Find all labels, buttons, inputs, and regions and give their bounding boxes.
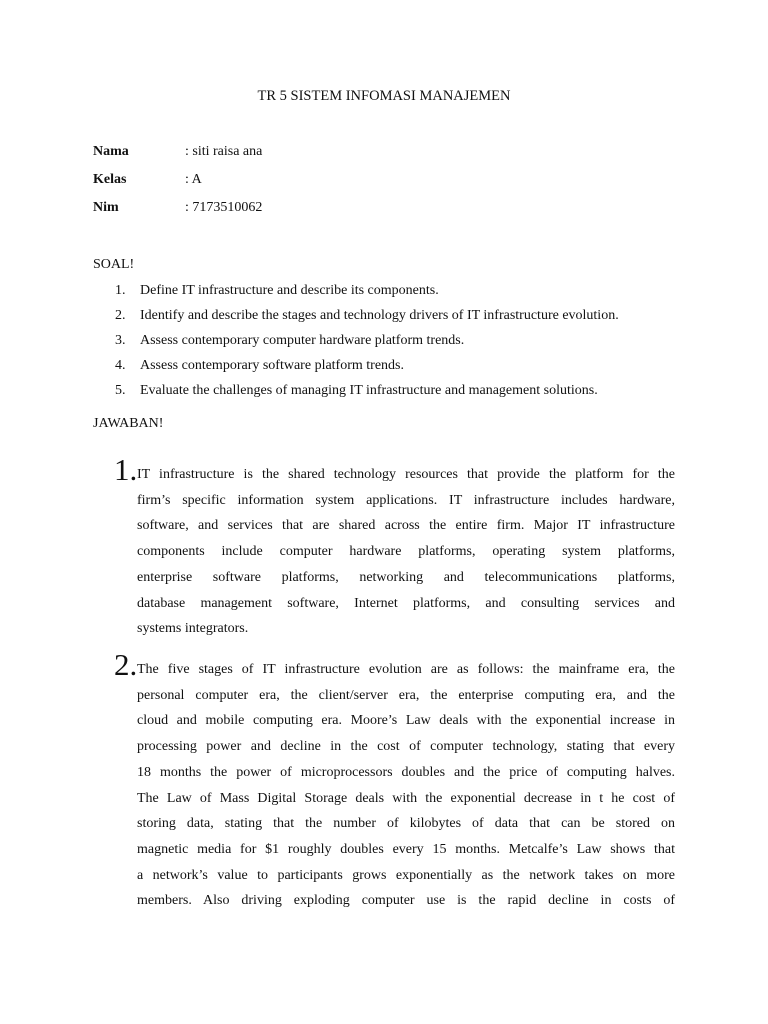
answer-line: personal computer era, the client/server era, the enterprise computing era, and the <box>137 687 675 703</box>
question-number: 2. <box>115 308 126 323</box>
kelas-value: : A <box>185 172 202 187</box>
nim-value: : 7173510062 <box>185 200 263 215</box>
answer-line: The Law of Mass Digital Storage deals with the exponential decrease in t he cost of <box>137 790 675 806</box>
answer-line: IT infrastructure is the shared technology resources that provide the platform for the <box>137 467 675 482</box>
question-number: 4. <box>115 358 126 373</box>
question-number: 1. <box>115 283 126 298</box>
nim-label: Nim <box>93 200 119 215</box>
question-text: Assess contemporary software platform trends. <box>140 358 404 373</box>
question-text: Assess contemporary computer hardware platform trends. <box>140 333 465 348</box>
answer-line: firm’s specific information system applications. IT infrastructure includes hardware, <box>137 492 675 508</box>
nama-value: : siti raisa ana <box>185 144 263 159</box>
answer-line: members. Also driving exploding computer use is the rapid decline in costs of <box>137 893 675 909</box>
answer-line: database management software, Internet platforms, and consulting services and <box>137 595 675 611</box>
jawaban-heading: JAWABAN! <box>93 416 164 431</box>
answer-line: magnetic media for $1 roughly doubles every 15 months. Metcalfe’s Law shows that <box>137 841 675 857</box>
answer-line: cloud and mobile computing era. Moore’s Law deals with the exponential increase in <box>137 713 675 729</box>
answer-line: components include computer hardware platforms, operating system platforms, <box>137 544 675 560</box>
answer-line: 18 months the power of microprocessors doubles and the price of computing halves. <box>137 764 675 780</box>
answer-line: The five stages of IT infrastructure evolution are as follows: the mainframe era, the <box>137 662 675 677</box>
answer-line: a network’s value to participants grows exponentially as the network takes on more <box>137 867 675 883</box>
document-title: TR 5 SISTEM INFOMASI MANAJEMEN <box>257 88 511 104</box>
nama-label: Nama <box>93 144 129 159</box>
answer-line: software, and services that are shared across the entire firm. Major IT infrastructure <box>137 518 675 534</box>
question-number: 5. <box>115 383 126 398</box>
question-number: 3. <box>115 333 126 348</box>
question-text: Evaluate the challenges of managing IT infrastructure and management solutions. <box>140 383 598 398</box>
answer-line: enterprise software platforms, networking and telecommunications platforms, <box>137 569 675 585</box>
answer-line: storing data, stating that the number of kilobytes of data that can be stored on <box>137 816 675 832</box>
answer-number: 1. <box>114 452 138 487</box>
answer-line: systems integrators. <box>137 621 249 637</box>
kelas-label: Kelas <box>93 172 127 187</box>
soal-heading: SOAL! <box>93 257 135 272</box>
answer-line: processing power and decline in the cost of computer technology, stating that every <box>137 739 675 755</box>
answer-number: 2. <box>114 647 138 682</box>
question-text: Define IT infrastructure and describe its components. <box>140 283 439 298</box>
question-text: Identify and describe the stages and technology drivers of IT infrastructure evolution. <box>140 308 619 323</box>
